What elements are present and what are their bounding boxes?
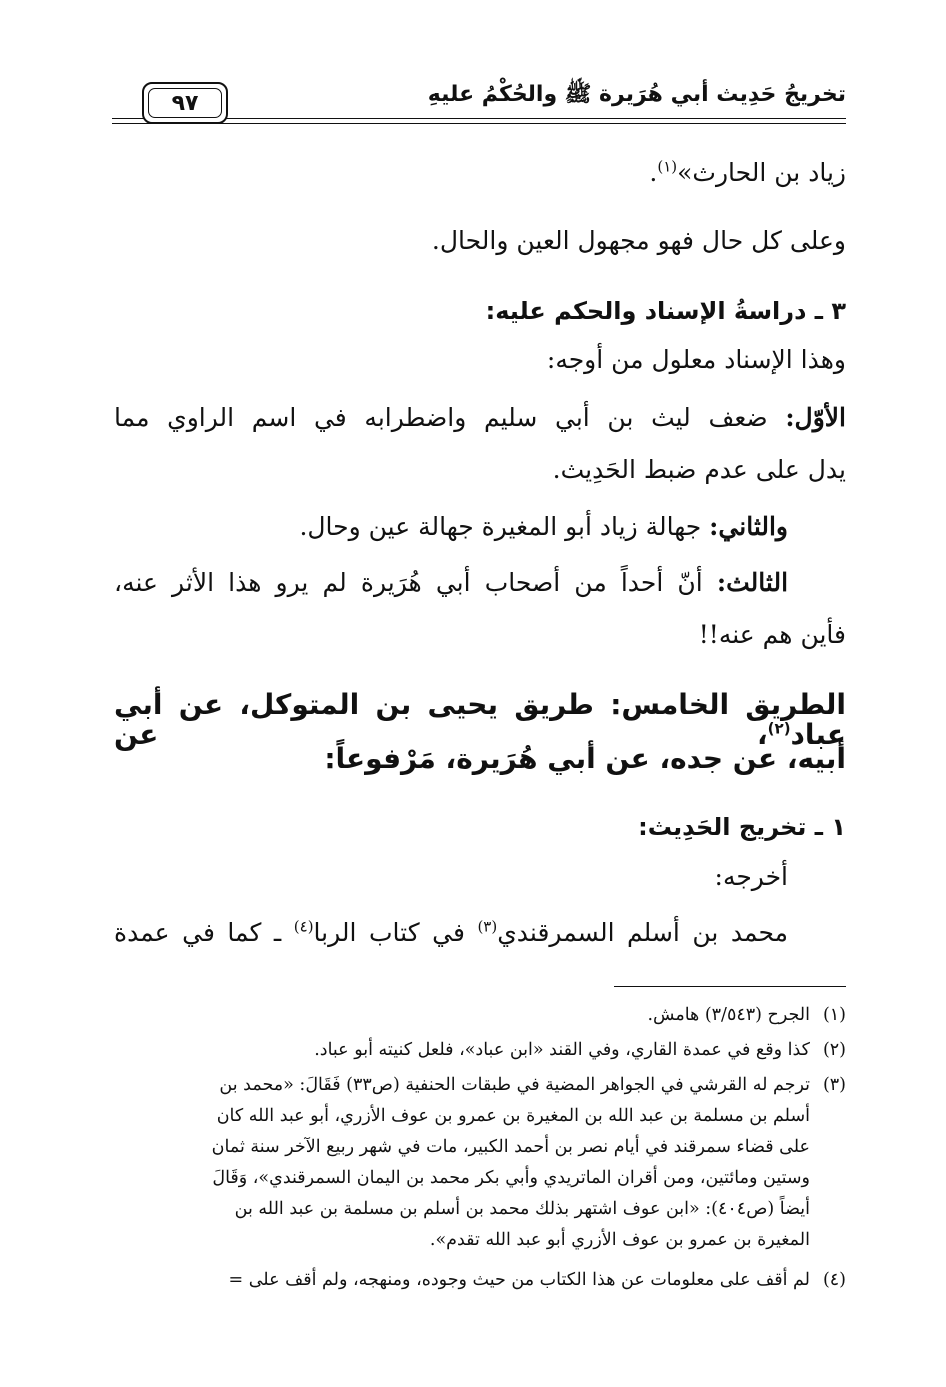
footnote-2 <box>114 1038 846 1063</box>
body-text: في كتاب الربا <box>313 918 478 947</box>
footnote-4 <box>106 1268 846 1293</box>
footnote-3-line-3: على قضاء سمرقند في أيام نصر بن أحمد الكبير، مات في شهر ربيع الآخر سنة ثمان <box>211 1137 810 1157</box>
body-line-4: وهذا الإسناد معلول من أوجه: <box>546 345 846 374</box>
footnote-text: كذا وقع في عمدة القاري، وفي القند «ابن عباد»، فلعل كنيته أبو عباد. <box>314 1040 810 1060</box>
footnote-number: (٤) <box>822 1270 846 1290</box>
footnote-3-line-2: أسلم بن مسلمة بن عبد الله بن المغيرة بن عمرو بن عوف الأزري، أبو عبد الله كان <box>216 1106 810 1126</box>
section-heading: ٣ ـ دراسةُ الإسناد والحكم عليه: <box>485 297 846 325</box>
point-text: ضعف ليث بن أبي سليم واضطرابه في اسم الراوي مما <box>114 403 768 432</box>
point-third-cont: فأين هم عنه!! <box>698 620 846 649</box>
point-text: جهالة زياد أبو المغيرة جهالة عين وحال. <box>299 512 702 541</box>
body-text: . <box>649 158 658 187</box>
footnote-separator <box>614 986 846 987</box>
point-label: الثالث: <box>716 568 789 597</box>
point-third <box>114 568 788 598</box>
running-title: تخريجُ حَدِيث أبي هُرَيرة ﷺ والحُكْمُ عليهِ <box>427 82 846 107</box>
point-first-cont: يدل على عدم ضبط الحَدِيث. <box>552 455 846 484</box>
body-text: محمد بن أسلم السمرقندي <box>497 918 788 947</box>
body-line-last <box>114 918 788 948</box>
body-text: ـ كما في عمدة <box>114 918 294 947</box>
body-line-2: وعلى كل حال فهو مجهول العين والحال. <box>431 226 846 255</box>
point-label: الأوّل: <box>785 403 846 432</box>
footnote-3-line-6: المغيرة بن عمرو بن عوف الأزري أبو عبد الله تقدم». <box>429 1230 810 1250</box>
footnote-number: (٣) <box>822 1075 846 1095</box>
footnote-ref: (٣) <box>477 917 498 936</box>
footnote-ref: (١) <box>657 157 678 176</box>
footnote-number: (٢) <box>822 1040 846 1060</box>
point-text: أنّ أحداً من أصحاب أبي هُرَيرة لم يرو هذا الأثر عنه، <box>114 568 703 597</box>
path-heading-text: الطريق الخامس: طريق يحيى بن المتوكل، عن أبي عباد <box>114 688 846 751</box>
point-label: والثاني: <box>709 512 788 541</box>
body-line-akhrajahu: أخرجه: <box>714 862 788 891</box>
takhrij-heading: ١ ـ تخريج الحَدِيث: <box>638 813 846 841</box>
footnote-3-line-4: وستين ومائتين، ومن أقران الماتريدي وأبي بكر محمد بن اليمان السمرقندي»، وَقَالَ <box>212 1168 810 1188</box>
footnote-ref: (٢) <box>767 719 791 738</box>
footnote-3-line-5: أيضاً (ص٤٠٤): «ابن عوف اشتهر بذلك محمد بن أسلم بن مسلمة بن عبد الله بن <box>234 1199 810 1219</box>
footnote-number: (١) <box>822 1005 846 1025</box>
body-text: زياد بن الحارث» <box>677 158 846 187</box>
footnote-ref: (٤) <box>293 917 314 936</box>
path-heading-line-2: أبيه، عن جده، عن أبي هُرَيرة، مَرْفوعاً: <box>324 742 846 775</box>
footnote-3 <box>114 1073 846 1098</box>
page-number-frame <box>142 82 228 124</box>
footnote-1 <box>114 1003 846 1028</box>
footnote-text: ترجم له القرشي في الجواهر المضية في طبقات الحنفية (ص٣٣) فَقَالَ: «محمد بن <box>219 1075 810 1095</box>
page-header <box>112 70 846 132</box>
point-first <box>114 403 846 433</box>
path-heading-line-1 <box>114 690 846 750</box>
footnote-text: لم أقف على معلومات عن هذا الكتاب من حيث وجوده، ومنهجه، ولم أقف على = <box>228 1270 810 1290</box>
page-number: ٩٧ <box>171 90 199 116</box>
path-heading-text: ، عن <box>114 718 768 751</box>
point-second <box>299 512 788 542</box>
header-rule-bottom <box>112 123 846 124</box>
body-line-1 <box>649 158 846 188</box>
footnote-text: الجرح (٣/٥٤٣) هامش. <box>647 1005 810 1025</box>
